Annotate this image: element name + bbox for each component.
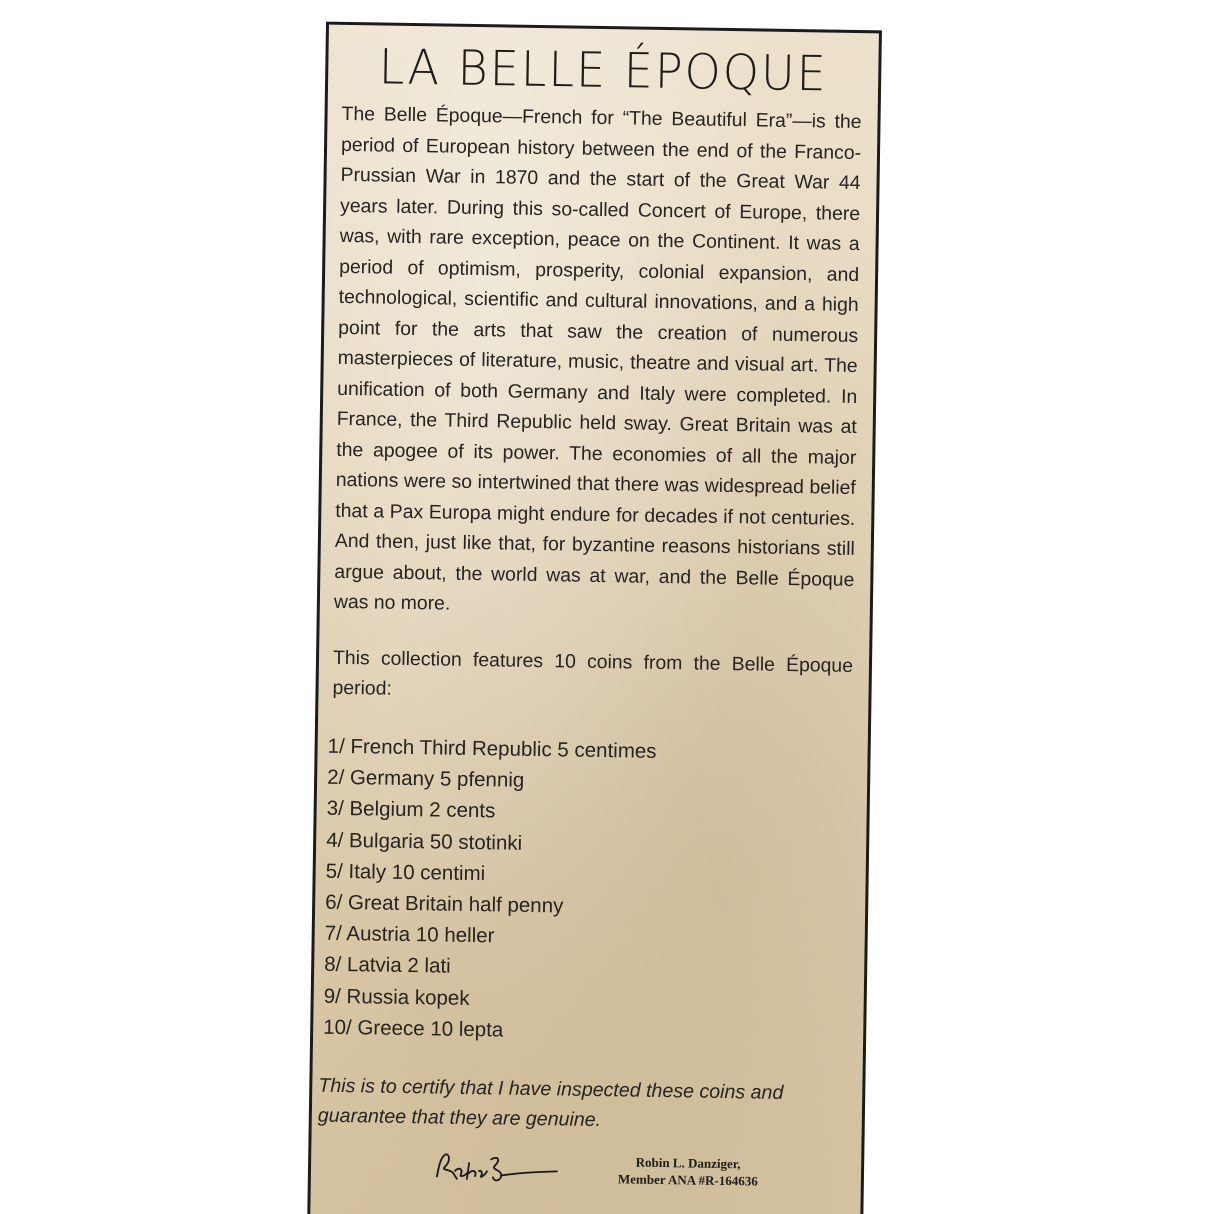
certificate-card [307, 22, 882, 1214]
coin-list-item: 1/ French Third Republic 5 centimes [327, 734, 657, 763]
collection-description: This collection features 10 coins from the Belle Époque period: [332, 646, 854, 700]
signature-scribble [431, 1146, 562, 1188]
coin-list-item: 8/ Latvia 2 lati [324, 953, 451, 979]
signer-membership: Member ANA #R-164636 [617, 1171, 758, 1189]
coin-list-item: 9/ Russia kopek [323, 984, 470, 1010]
signer-name: Robin L. Danziger, [635, 1154, 741, 1172]
coin-list [323, 731, 657, 1048]
coin-list-item: 2/ Germany 5 pfennig [326, 765, 525, 793]
coin-list-item: 4/ Bulgaria 50 stotinki [326, 828, 523, 855]
certification-statement: This is to certify that I have inspected these coins and guarantee that they are genuine. [317, 1074, 784, 1132]
coin-list-item: 3/ Belgium 2 cents [326, 797, 496, 823]
intro-paragraph: The Belle Époque—French for “The Beautiful Era”—is the period of European history between the end of the Franco-Prussian War in 1870 and the start of the Great War 44 years later. During this so-called Concert of Europe, there was, with rare exception, peace on the Continent. It was a period of optimism, prosperity, colonial expansion, and technological, scientific and cultural innovations, and a high point for the arts that saw the creation of numerous masterpieces of literature, music, theatre and visual art. The unification of both Germany and Italy were completed. In France, the Third Republic held sway. Great Britain was at the apogee of its power. The economies of all the major nations were so intertwined that there was widespread belief that a Pax Europa might endure for decades if not centuries. And then, just like that, for byzantine reasons historians still argue about, the world was at war, and the Belle Époque was no more. [333, 102, 862, 615]
signer-block [593, 1153, 784, 1190]
coin-list-item: 6/ Great Britain half penny [325, 890, 564, 918]
coin-list-item: 5/ Italy 10 centimi [325, 859, 486, 886]
coin-list-item: 7/ Austria 10 heller [324, 921, 495, 948]
card-title: LA BELLE ÉPOQUE [378, 38, 829, 102]
handwritten-signature [431, 1146, 562, 1188]
coin-list-item: 10/ Greece 10 lepta [323, 1015, 504, 1042]
